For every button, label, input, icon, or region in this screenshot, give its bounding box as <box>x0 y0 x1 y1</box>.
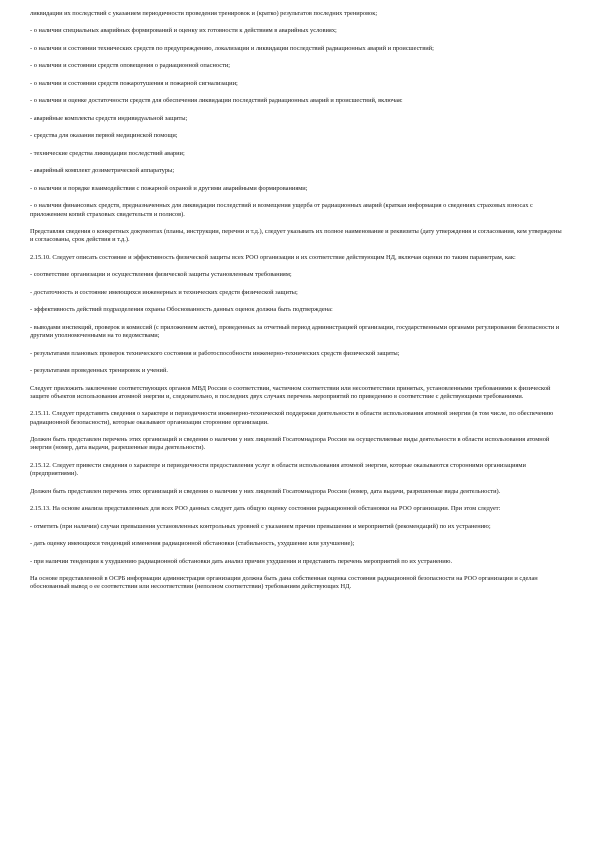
paragraph: - дать оценку имеющихся тенденций изменения радиационной обстановки (стабильность, ухудшение или улучшение); <box>30 540 355 548</box>
paragraph: Следует приложить заключение соответствующих органов МВД России о соответствии, частичном соответствии или несоответствии принятых, установленными требованиями к физической защите объектов использования атомной энергии и, следовательно, в последних двух случаях перечень мероприятий по приведению в соответствие с действующими требованиями. <box>30 384 551 400</box>
paragraph: - о наличии и оценке достаточности средств для обеспечения ликвидации последствий радиационных аварий и происшествий, включая: <box>30 97 403 105</box>
paragraph: - о наличии специальных аварийных формирований и оценку их готовности к действиям в аварийных условиях; <box>30 27 337 35</box>
paragraph: 2.15.13. На основе анализа представленных для всех РОО данных следует дать общую оценку состояния радиационной обстановки на РОО организации. При этом следует: <box>30 505 501 513</box>
paragraph: - средства для оказания первой медицинской помощи; <box>30 132 178 140</box>
paragraph: - о наличии финансовых средств, предназначенных для ликвидации последствий и возмещения ущерба от радиационных аварий (краткая информация о сведениях страховых взносах с приложением копий страховых свидетельств и полисов). <box>30 202 533 218</box>
paragraph: - о наличии и состоянии средств пожаротушения и пожарной сигнализации; <box>30 79 238 87</box>
paragraph: Представляя сведения о конкретных документах (планы, инструкции, перечни и т.д.), следует указывать их полное наименование и реквизиты (дату утверждения и согласования, кем утверждены и согласованы, срок действия и т.д.). <box>30 228 562 244</box>
paragraph: - аварийный комплект дозиметрической аппаратуры; <box>30 167 175 175</box>
paragraph: - технические средства ликвидации последствий аварии; <box>30 149 185 157</box>
paragraph: 2.15.11. Следует представить сведения о характере и периодичности инженерно-технической поддержки деятельности в области использования атомной энергии (в том числе, по обеспечению радиационной безопасности), которые оказывают организации сторонние организации. <box>30 410 554 426</box>
paragraph: Должен быть представлен перечень этих организаций и сведения о наличии у них лицензий Госатомнадзора России (номер, дата выдачи, разрешенные виды деятельности). <box>30 487 501 495</box>
paragraph: - при наличии тенденции к ухудшению радиационной обстановки дать анализ причин ухудшения и представить перечень мероприятий по их устранению. <box>30 557 453 565</box>
paragraph: - о наличии и состоянии технических средств по предупреждению, локализации и ликвидации последствий радиационных аварий и происшествий; <box>30 44 434 52</box>
paragraph: 2.15.12. Следует привести сведения о характере и периодичности предоставления услуг в области использования атомной энергии, которые оказываются сторонними организациями (предприятиями). <box>30 461 526 478</box>
paragraph: - соответствие организации и осуществления физической защиты установленным требованиям; <box>30 271 292 279</box>
paragraph: На основе представленной в ОСРБ информации администрация организации должна быть дана собственная оценка состояния радиационной безопасности на РОО организации и сделан обоснованный вывод о ее соответствии или несоответствии (неполном соответствии) требованиям действующих НД. <box>30 575 538 591</box>
paragraph: - выводами инспекций, проверок и комиссий (с приложением актов), проведенных за отчетный период администрацией организации, государственными органами регулирования безопасности и другими уполномоченными на то ведомствами; <box>30 323 560 340</box>
paragraph: Должен быть представлен перечень этих организаций и сведения о наличии у них лицензий Госатомнадзора России на осуществляемые виды деятельности в области использования атомной энергии (номер, дата выдачи, разрешенные виды деятельности). <box>30 436 550 452</box>
document-page <box>30 10 565 601</box>
paragraph: - результатами плановых проверок технического состояния и работоспособности инженерно-технических средств физической защиты; <box>30 349 400 357</box>
paragraph: - аварийные комплекты средств индивидуальной защиты; <box>30 114 188 122</box>
paragraph: - отметить (при наличии) случаи превышения установленных контрольных уровней с указанием причин превышения и мероприятий (рекомендаций) по их устранению; <box>30 522 491 530</box>
paragraph: - эффективность действий подразделения охраны Обоснованность данных оценок должна быть подтверждена: <box>30 306 333 314</box>
paragraph: - о наличии и состоянии средств оповещения о радиационной опасности; <box>30 62 231 70</box>
paragraph: - о наличии и порядке взаимодействия с пожарной охраной и другими аварийными формированиями; <box>30 184 308 192</box>
paragraph: 2.15.10. Следует описать состояние и эффективность физической защиты всех РОО организации и их соответствие действующим НД, включая оценки по таким параметрам, как: <box>30 253 516 261</box>
paragraph: - достаточность и состояние имеющихся инженерных и технических средств физической защиты; <box>30 288 298 296</box>
paragraph: - результатами проведенных тренировок и учений. <box>30 367 168 375</box>
paragraph: ликвидации их последствий с указанием периодичности проведения тренировок и (кратко) результатов последних тренировок; <box>30 10 378 17</box>
